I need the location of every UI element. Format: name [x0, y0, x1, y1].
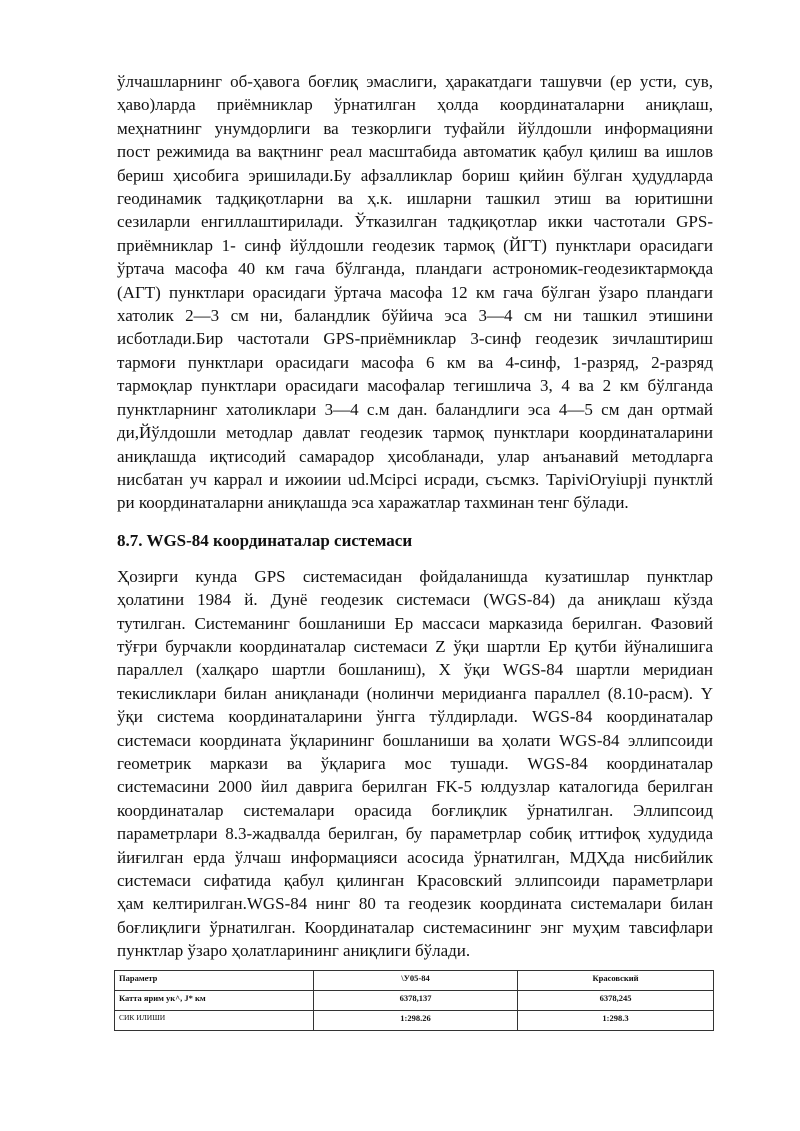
- text-line: приёмниклар 1- синф йўлдошли геодезик тармоқ (ЙГТ) пунктлари орасидаги: [117, 235, 713, 255]
- text-line: хатолик 2—3 см ни, баландлик бўйича эса 3—4 см ни ташкил этишини: [117, 306, 713, 326]
- text-line: пунктлар ўзаро ҳолатларининг аниқлиги бўлади.: [117, 941, 471, 961]
- table-cell: 6378,245: [518, 991, 714, 1011]
- text-line: нисбатан уч каррал и ижоиии ud.Mcipci исради, съсмкз. TapiviOryiupji пунктлй: [117, 469, 713, 489]
- table-header-cell: Красовский: [518, 971, 714, 991]
- text-line: параметрлари 8.3-жадвалда берилган, бу параметрлар собиқ иттифоқ худудида: [117, 824, 713, 844]
- paragraph-wgs84: [117, 565, 713, 963]
- ellipsoid-parameters-table: [114, 970, 714, 1031]
- text-line: тўғри бурчакли координаталар системаси Z ўқи шартли Ер қутби йўналишига: [117, 636, 713, 656]
- text-line: сезиларли енгиллаштирилади. Ўтказилган тадқиқотлар икки частотали GPS-: [117, 212, 713, 232]
- table-cell: 1:298.3: [518, 1011, 714, 1031]
- text-line: йиғилган ерда ўлчаш информацияси асосида ўрнатилган, МДҲда нисбийлик: [117, 847, 713, 867]
- text-line: (АГТ) пунктлари орасидаги ўртача масофа 12 км гача бўлган ўзаро пландаги: [117, 282, 713, 302]
- text-line: Ҳозирги кунда GPS системасидан фойдаланишда кузатишлар пунктлар: [117, 566, 713, 586]
- table-header-cell: Параметр: [115, 971, 314, 991]
- text-line: ри координаталарни аниқлашда эса харажатлар тахминан тенг бўлади.: [117, 493, 629, 513]
- text-line: тармоқлар пунктлари орасидаги масофалар тегишлича 3, 4 ва 2 км бўлганда: [117, 376, 713, 396]
- text-line: ҳаво)ларда приёмниклар ўрнатилган ҳолда координаталарни аниқлаш,: [117, 95, 713, 115]
- table-header-row: [115, 971, 714, 991]
- text-line: системаси координата ўқларининг бошланиши ва ҳолати WGS-84 эллипсоиди: [117, 730, 713, 750]
- text-line: ўқи система координаталарини ўнгга тўлдирлади. WGS-84 координаталар: [117, 707, 713, 727]
- text-line: пост режимида ва вақтнинг реал масштабида автоматик қабул қилиш ва ишлов: [117, 142, 713, 162]
- table-cell: СИК ИЛИШИ: [115, 1011, 314, 1031]
- document-body: [117, 70, 713, 963]
- text-line: системасини 2000 йил даврига берилган FK-5 юлдузлар каталогида берилган: [117, 777, 713, 797]
- text-line: пунктларнинг хатоликлари 3—4 с.м дан. баландлиги эса 4—5 см дан ортмай: [117, 399, 713, 419]
- text-line: исботлади.Бир частотали GPS-приёмниклар 3-синф геодезик зичлаштириш: [117, 329, 713, 349]
- text-line: тармоғи пунктлари орасидаги масофа 6 км ва 4-синф, 1-разряд, 2-разряд: [117, 352, 713, 372]
- text-line: тутилган. Системанинг бошланиши Ер массаси марказида берилган. Фазовий: [117, 613, 713, 633]
- paragraph-intro: [117, 70, 713, 515]
- section-heading: 8.7. WGS-84 координаталар системаси: [117, 530, 413, 550]
- text-line: геодинамик тадқиқотларни ва ҳ.к. ишларни ташкил этиш ва юритишни: [117, 189, 713, 209]
- table-row: [115, 991, 714, 1011]
- table-cell: 1:298.26: [314, 1011, 518, 1031]
- text-line: меҳнатнинг унумдорлиги ва тезкорлиги туфайли йўлдошли информацияни: [117, 118, 713, 138]
- table-cell: 6378,137: [314, 991, 518, 1011]
- text-line: параллел (халқаро шартли бошланиш), X ўқи WGS-84 шартли меридиан: [117, 660, 713, 680]
- table-row: [115, 1011, 714, 1031]
- table-header-cell: \У05-84: [314, 971, 518, 991]
- text-line: геометрик маркази ва ўқларига мос тушади. WGS-84 координаталар: [117, 753, 713, 773]
- text-line: текисликлари билан аниқланади (нолинчи меридианга параллел (8.10-расм). Y: [117, 683, 713, 703]
- text-line: ди,Йўлдошли методлар давлат геодезик тармоқ пунктлари координаталарини: [117, 423, 713, 443]
- text-line: координаталар системалари орасида боғлиқлик ўрнатилган. Эллипсоид: [117, 800, 713, 820]
- text-line: бериш ҳисобига эришилади.Бу афзалликлар бориш қийин бўлган ҳудудларда: [117, 165, 713, 185]
- text-line: ҳолатини 1984 й. Дунё геодезик системаси (WGS-84) да аниқлаш кўзда: [117, 590, 713, 610]
- text-line: боғлиқлиги ўрнатилган. Координаталар системасининг энг муҳим тавсифлари: [117, 917, 713, 937]
- text-line: системаси сифатида қабул қилинган Красовский эллипсоиди параметрлари: [117, 871, 713, 890]
- text-line: ўртача масофа 40 км гача бўлганда, пландаги астрономик-геодезиктармоқда: [117, 259, 713, 279]
- text-line: ўлчашларнинг об-ҳавога боғлиқ эмаслиги, ҳаракатдаги ташувчи (ер усти, сув,: [117, 72, 713, 91]
- text-line: ҳам келтирилган.WGS-84 нинг 80 та геодезик координата системалари билан: [117, 894, 713, 914]
- table-cell: Катта ярим ук^, J* км: [115, 991, 314, 1011]
- text-line: аниқлашда иқтисодий самарадор ҳисобланади, улар анъанавий методларга: [117, 446, 713, 466]
